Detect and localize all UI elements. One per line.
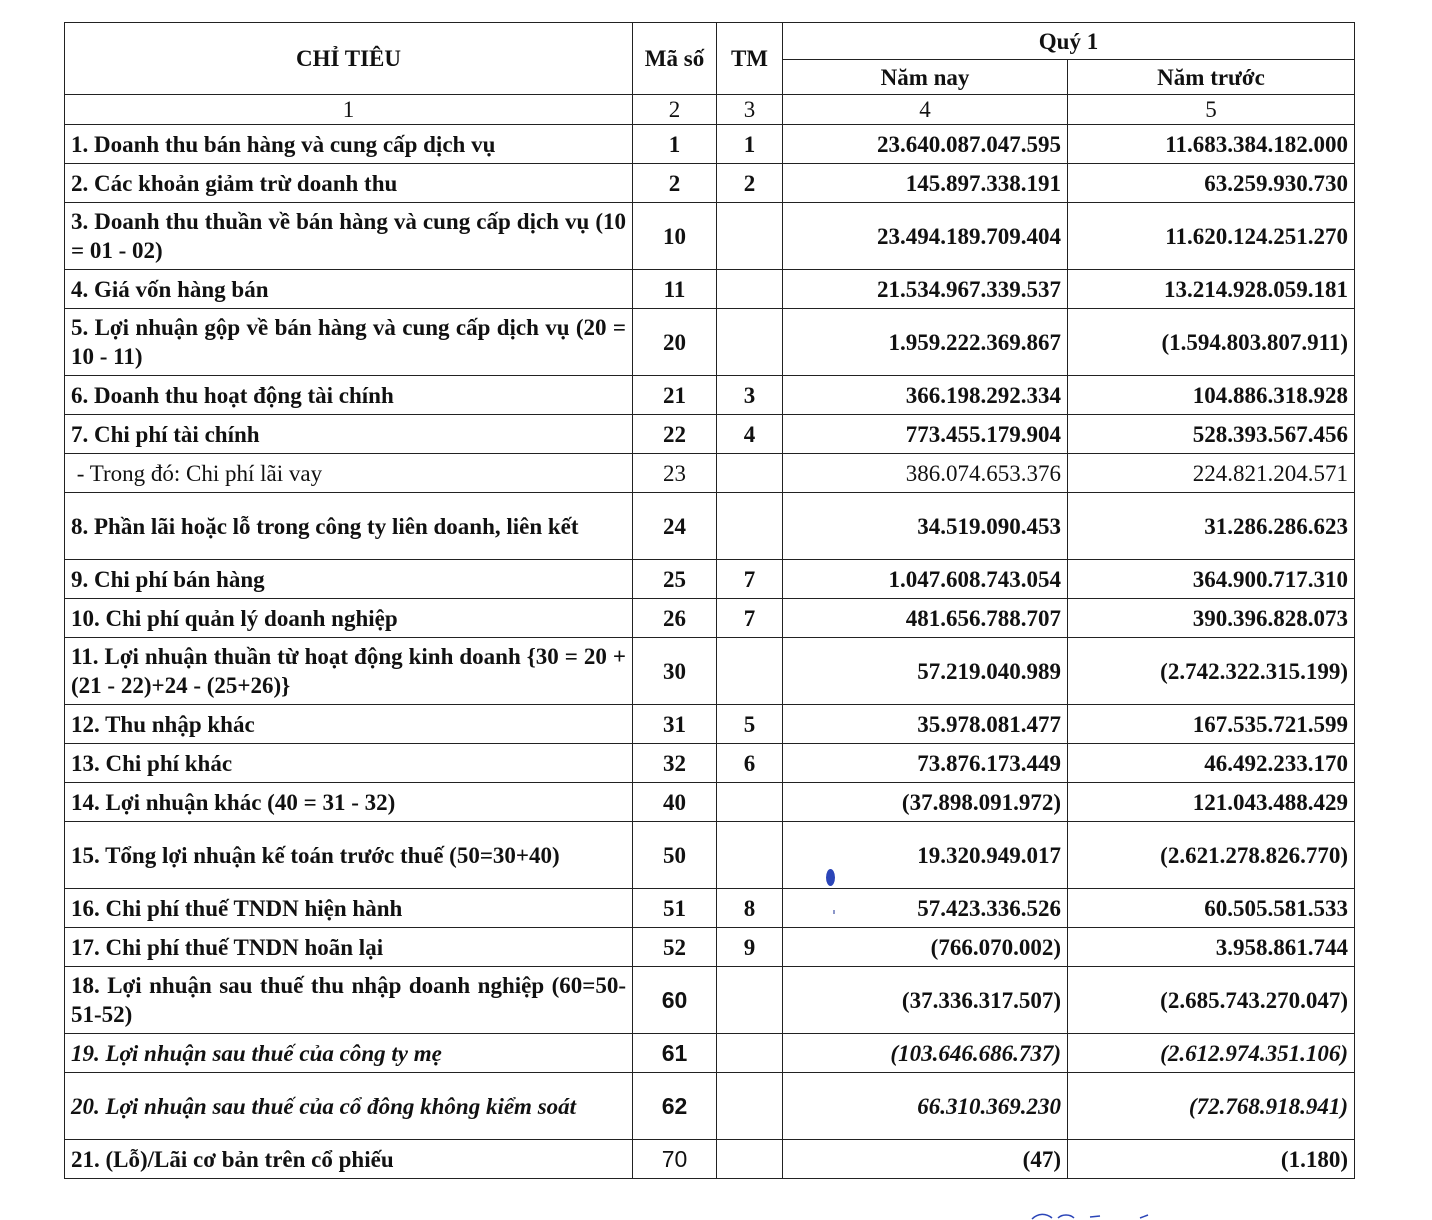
row-note [717,967,783,1034]
table-row [65,493,1355,560]
row-label: 19. Lợi nhuận sau thuế của công ty mẹ [65,1034,633,1073]
row-note [717,783,783,822]
row-previous: (1.180) [1068,1140,1355,1179]
table-row [65,203,1355,270]
signature-fragment [1030,1212,1170,1220]
row-code: 21 [633,376,717,415]
row-note: 5 [717,705,783,744]
row-note [717,309,783,376]
table-row [65,599,1355,638]
row-label: 18. Lợi nhuận sau thuế thu nhập doanh nghiệp (60=50-51-52) [65,967,633,1034]
row-note [717,1073,783,1140]
row-code: 32 [633,744,717,783]
table-row [65,1034,1355,1073]
row-current: 481.656.788.707 [783,599,1068,638]
row-current: (103.646.686.737) [783,1034,1068,1073]
table-row [65,638,1355,705]
ink-speck [833,910,835,914]
row-previous: (2.621.278.826.770) [1068,822,1355,889]
row-current: (37.898.091.972) [783,783,1068,822]
row-current: 23.494.189.709.404 [783,203,1068,270]
row-current: 57.423.336.526 [783,889,1068,928]
row-previous: (2.742.322.315.199) [1068,638,1355,705]
row-label: - Trong đó: Chi phí lãi vay [65,454,633,493]
row-code: 51 [633,889,717,928]
row-current: 73.876.173.449 [783,744,1068,783]
row-code: 60 [633,967,717,1034]
row-note: 2 [717,164,783,203]
row-note: 3 [717,376,783,415]
row-note [717,270,783,309]
row-current: 34.519.090.453 [783,493,1068,560]
table-row [65,125,1355,164]
row-current: 1.959.222.369.867 [783,309,1068,376]
table-row [65,1140,1355,1179]
header-previous-year: Năm trước [1068,60,1355,95]
row-code: 10 [633,203,717,270]
row-note: 8 [717,889,783,928]
row-label: 16. Chi phí thuế TNDN hiện hành [65,889,633,928]
index-cell: 1 [65,95,633,125]
row-current: 19.320.949.017 [783,822,1068,889]
row-current: 35.978.081.477 [783,705,1068,744]
row-previous: 364.900.717.310 [1068,560,1355,599]
row-label: 20. Lợi nhuận sau thuế của cổ đông không kiểm soát [65,1073,633,1140]
row-code: 22 [633,415,717,454]
row-code: 26 [633,599,717,638]
row-label: 5. Lợi nhuận gộp về bán hàng và cung cấp dịch vụ (20 = 10 - 11) [65,309,633,376]
row-label: 11. Lợi nhuận thuần từ hoạt động kinh doanh {30 = 20 + (21 - 22)+24 - (25+26)} [65,638,633,705]
row-previous: 31.286.286.623 [1068,493,1355,560]
row-label: 15. Tổng lợi nhuận kế toán trước thuế (50=30+40) [65,822,633,889]
row-note [717,493,783,560]
header-period: Quý 1 [783,23,1355,60]
row-label: 9. Chi phí bán hàng [65,560,633,599]
row-previous: (2.685.743.270.047) [1068,967,1355,1034]
row-code: 23 [633,454,717,493]
row-label: 1. Doanh thu bán hàng và cung cấp dịch vụ [65,125,633,164]
row-previous: 11.620.124.251.270 [1068,203,1355,270]
income-statement-table [64,22,1355,1179]
row-code: 40 [633,783,717,822]
row-note [717,454,783,493]
row-label: 3. Doanh thu thuần về bán hàng và cung cấp dịch vụ (10 = 01 - 02) [65,203,633,270]
row-note: 7 [717,560,783,599]
row-previous: 390.396.828.073 [1068,599,1355,638]
row-current: 23.640.087.047.595 [783,125,1068,164]
row-note [717,1140,783,1179]
row-note: 4 [717,415,783,454]
table-row [65,270,1355,309]
row-current: 366.198.292.334 [783,376,1068,415]
table-row [65,1073,1355,1140]
row-note: 6 [717,744,783,783]
row-label: 10. Chi phí quản lý doanh nghiệp [65,599,633,638]
row-code: 61 [633,1034,717,1073]
row-note: 9 [717,928,783,967]
row-label: 2. Các khoản giảm trừ doanh thu [65,164,633,203]
table-row [65,560,1355,599]
row-previous: 60.505.581.533 [1068,889,1355,928]
row-code: 1 [633,125,717,164]
header-label: CHỈ TIÊU [65,23,633,95]
table-row [65,705,1355,744]
row-current: 66.310.369.230 [783,1073,1068,1140]
row-previous: 167.535.721.599 [1068,705,1355,744]
row-label: 14. Lợi nhuận khác (40 = 31 - 32) [65,783,633,822]
row-code: 31 [633,705,717,744]
index-cell: 4 [783,95,1068,125]
row-code: 70 [633,1140,717,1179]
row-label: 17. Chi phí thuế TNDN hoãn lại [65,928,633,967]
table-row [65,889,1355,928]
table-row [65,454,1355,493]
row-previous: (72.768.918.941) [1068,1073,1355,1140]
row-label: 6. Doanh thu hoạt động tài chính [65,376,633,415]
row-previous: (2.612.974.351.106) [1068,1034,1355,1073]
row-label: 21. (Lỗ)/Lãi cơ bản trên cổ phiếu [65,1140,633,1179]
row-note [717,203,783,270]
row-current: (37.336.317.507) [783,967,1068,1034]
row-note: 7 [717,599,783,638]
table-row [65,415,1355,454]
table-row [65,744,1355,783]
row-code: 20 [633,309,717,376]
row-previous: 3.958.861.744 [1068,928,1355,967]
header-code: Mã số [633,23,717,95]
row-code: 24 [633,493,717,560]
row-label: 12. Thu nhập khác [65,705,633,744]
row-previous: 63.259.930.730 [1068,164,1355,203]
row-note [717,638,783,705]
ink-dot [826,869,835,886]
table-row [65,967,1355,1034]
table-row [65,928,1355,967]
table-row [65,376,1355,415]
row-label: 4. Giá vốn hàng bán [65,270,633,309]
row-code: 11 [633,270,717,309]
row-current: 57.219.040.989 [783,638,1068,705]
table-row [65,309,1355,376]
row-previous: (1.594.803.807.911) [1068,309,1355,376]
row-label: 7. Chi phí tài chính [65,415,633,454]
row-previous: 13.214.928.059.181 [1068,270,1355,309]
header-note: TM [717,23,783,95]
header-current-year: Năm nay [783,60,1068,95]
row-previous: 121.043.488.429 [1068,783,1355,822]
row-code: 50 [633,822,717,889]
row-current: (47) [783,1140,1068,1179]
row-note: 1 [717,125,783,164]
row-note [717,822,783,889]
row-current: 1.047.608.743.054 [783,560,1068,599]
row-current: (766.070.002) [783,928,1068,967]
row-previous: 104.886.318.928 [1068,376,1355,415]
row-code: 52 [633,928,717,967]
row-label: 13. Chi phí khác [65,744,633,783]
row-current: 386.074.653.376 [783,454,1068,493]
row-previous: 11.683.384.182.000 [1068,125,1355,164]
row-code: 2 [633,164,717,203]
row-previous: 46.492.233.170 [1068,744,1355,783]
index-cell: 3 [717,95,783,125]
row-current: 145.897.338.191 [783,164,1068,203]
row-note [717,1034,783,1073]
row-previous: 528.393.567.456 [1068,415,1355,454]
row-current: 773.455.179.904 [783,415,1068,454]
index-cell: 5 [1068,95,1355,125]
row-previous: 224.821.204.571 [1068,454,1355,493]
row-current: 21.534.967.339.537 [783,270,1068,309]
index-cell: 2 [633,95,717,125]
row-code: 62 [633,1073,717,1140]
row-code: 25 [633,560,717,599]
table-row [65,783,1355,822]
table-row [65,822,1355,889]
row-code: 30 [633,638,717,705]
row-label: 8. Phần lãi hoặc lỗ trong công ty liên doanh, liên kết [65,493,633,560]
table-row [65,164,1355,203]
